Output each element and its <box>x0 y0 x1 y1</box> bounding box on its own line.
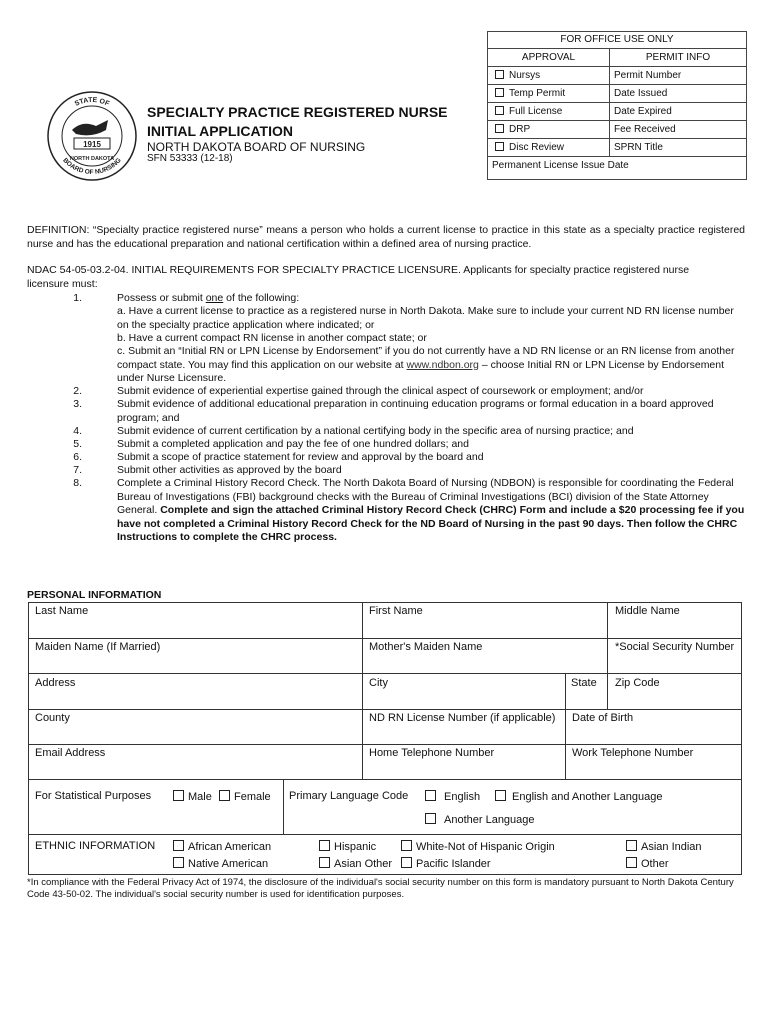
office-use-header: FOR OFFICE USE ONLY <box>488 32 746 49</box>
approval-header: APPROVAL <box>488 49 610 66</box>
req-item-2: Submit evidence of experiential expertise gained through the clinical aspect of coursework or employment; and/or <box>117 385 644 397</box>
req-number: 4. <box>73 425 82 437</box>
req-item-3: Submit evidence of additional educational preparation in continuing education programs or formal education in a board approved program; and <box>117 398 714 424</box>
req-number: 1. <box>73 292 82 304</box>
req-item-1b: b. Have a current compact RN license in another compact state; or <box>117 332 427 344</box>
permit-number: Permit Number <box>614 70 682 81</box>
approval-nursys[interactable] <box>488 67 610 84</box>
form-subtitle: INITIAL APPLICATION <box>147 123 293 139</box>
hispanic-checkbox[interactable] <box>319 840 376 853</box>
checkbox-icon <box>425 813 436 824</box>
pacific-islander-label: Pacific Islander <box>416 858 491 870</box>
date-issued: Date Issued <box>614 88 668 99</box>
req-item-4: Submit evidence of current certification by a national certifying body in the specific area of nursing practice; and <box>117 425 634 437</box>
ndbon-website-link[interactable]: www.ndbon.org <box>406 358 479 371</box>
asian-other-checkbox[interactable] <box>319 857 392 870</box>
req-number: 3. <box>73 398 82 410</box>
english-label: English <box>444 791 481 803</box>
approval-label: Nursys <box>509 70 541 81</box>
mothers-maiden-name-field[interactable]: Mother's Maiden Name <box>369 641 483 653</box>
checkbox-icon <box>173 790 184 801</box>
checkbox-icon <box>626 857 637 868</box>
city-field[interactable]: City <box>369 677 388 689</box>
checkbox-icon <box>495 106 504 115</box>
approval-label: Disc Review <box>509 142 565 153</box>
approval-drp[interactable] <box>488 121 610 138</box>
checkbox-icon <box>401 857 412 868</box>
req-number: 7. <box>73 464 82 476</box>
date-expired: Date Expired <box>614 106 672 117</box>
fee-received: Fee Received <box>614 124 676 135</box>
definition-paragraph: DEFINITION: “Specialty practice registered nurse” means a person who holds a current license to practice in this state as a specialty practice registered nurse and has the educational preparation and national certification within a defined area of nursing practice. <box>27 224 745 250</box>
req-number: 5. <box>73 438 82 450</box>
svg-text:STATE OF: STATE OF <box>73 96 111 108</box>
checkbox-icon <box>626 840 637 851</box>
statistical-purposes-label: For Statistical Purposes <box>35 790 152 802</box>
req-item-7: Submit other activities as approved by the board <box>117 464 342 476</box>
checkbox-icon <box>401 840 412 851</box>
another-language-label: Another Language <box>444 814 535 826</box>
permanent-license-date: Permanent License Issue Date <box>492 160 629 171</box>
checkbox-icon <box>319 840 330 851</box>
other-label: Other <box>641 858 669 870</box>
white-checkbox[interactable] <box>401 840 555 853</box>
svg-text:BOARD OF NURSING: BOARD OF NURSING <box>61 156 123 177</box>
address-field[interactable]: Address <box>35 677 76 689</box>
county-field[interactable]: County <box>35 712 70 724</box>
native-american-label: Native American <box>188 858 269 870</box>
permit-info-header: PERMIT INFO <box>645 52 711 63</box>
state-seal-logo <box>46 90 138 182</box>
another-language-checkbox[interactable] <box>425 813 535 826</box>
checkbox-icon <box>495 790 506 801</box>
other-checkbox[interactable] <box>626 857 669 870</box>
form-number: SFN 53333 (12-18) <box>147 153 233 164</box>
state-field[interactable]: State <box>571 677 597 689</box>
middle-name-field[interactable]: Middle Name <box>615 605 680 617</box>
female-label: Female <box>234 791 271 803</box>
english-checkbox[interactable] <box>425 790 480 803</box>
license-number-field[interactable]: ND RN License Number (if applicable) <box>369 712 556 724</box>
ethnic-info-label: ETHNIC INFORMATION <box>35 840 156 852</box>
req-item-6: Submit a scope of practice statement for review and approval by the board and <box>117 451 484 463</box>
personal-info-heading: PERSONAL INFORMATION <box>27 589 162 601</box>
checkbox-icon <box>173 840 184 851</box>
asian-indian-checkbox[interactable] <box>626 840 702 853</box>
checkbox-icon <box>495 124 504 133</box>
office-use-box <box>487 31 747 180</box>
approval-temp-permit[interactable] <box>488 85 610 102</box>
checkbox-icon <box>173 857 184 868</box>
checkbox-icon <box>319 857 330 868</box>
approval-label: Full License <box>509 106 563 117</box>
date-of-birth-field[interactable]: Date of Birth <box>572 712 634 724</box>
form-title: SPECIALTY PRACTICE REGISTERED NURSE <box>147 104 448 120</box>
req-item-1c: c. Submit an “Initial RN or LPN License by Endorsement” if you do not currently have a ND RN license or an RN license from another compact state. You may find this application on our website at www.ndbon.org – choose Initial RN or LPN License by Endorsement under Nurse Licensure. <box>117 345 735 384</box>
checkbox-icon <box>495 88 504 97</box>
male-label: Male <box>188 791 212 803</box>
approval-full-license[interactable] <box>488 103 610 120</box>
african-american-label: African American <box>188 841 272 853</box>
pacific-islander-checkbox[interactable] <box>401 857 491 870</box>
asian-other-label: Asian Other <box>334 858 393 870</box>
approval-disc-review[interactable] <box>488 139 610 156</box>
english-other-checkbox[interactable] <box>495 790 662 803</box>
ndac-paragraph: NDAC 54-05-03.2-04. INITIAL REQUIREMENTS FOR SPECIALTY PRACTICE LICENSURE. Applicants for specialty practice registered nurse <box>27 264 690 276</box>
female-checkbox[interactable] <box>219 790 271 803</box>
african-american-checkbox[interactable] <box>173 840 271 853</box>
svg-text:1915: 1915 <box>83 140 101 149</box>
req-number: 6. <box>73 451 82 463</box>
hispanic-label: Hispanic <box>334 841 377 853</box>
ndac-continuation: licensure must: <box>27 278 98 290</box>
req-item-5: Submit a completed application and pay the fee of one hundred dollars; and <box>117 438 469 450</box>
home-phone-field[interactable]: Home Telephone Number <box>369 747 495 759</box>
board-name: NORTH DAKOTA BOARD OF NURSING <box>147 140 366 154</box>
maiden-name-field[interactable]: Maiden Name (If Married) <box>35 641 161 653</box>
approval-label: DRP <box>509 124 531 135</box>
sprn-title: SPRN Title <box>614 142 663 153</box>
english-other-label: English and Another Language <box>512 791 663 803</box>
white-label: White-Not of Hispanic Origin <box>416 841 555 853</box>
personal-info-table <box>28 602 742 875</box>
primary-language-label: Primary Language Code <box>289 790 409 802</box>
last-name-field[interactable]: Last Name <box>35 605 89 617</box>
req-number: 8. <box>73 477 82 489</box>
checkbox-icon <box>219 790 230 801</box>
approval-label: Temp Permit <box>509 88 566 99</box>
req-number: 2. <box>73 385 82 397</box>
req-item-8: Complete a Criminal History Record Check. The North Dakota Board of Nursing (NDBON) is responsible for coordinating the Federal Bureau of Investigations (FBI) background checks with the Bureau of Criminal Investigations (BCI) division of the State Attorney General. Complete and sign the attached Criminal History Record Check (CHRC) Form and include a $20 processing fee if you have not completed a Criminal History Record Check for the ND Board of Nursing in the past 90 days. Then follow the CHRC Instructions to complete the CHRC process. <box>117 477 745 543</box>
male-checkbox[interactable] <box>173 790 212 803</box>
email-field[interactable]: Email Address <box>35 747 106 759</box>
zip-code-field[interactable]: Zip Code <box>615 677 660 689</box>
privacy-footnote: *In compliance with the Federal Privacy Act of 1974, the disclosure of the individual's social security number on this form is mandatory pursuant to North Dakota Century Code 43-50-02. The individual's social security number is used for identification purposes. <box>27 877 734 900</box>
checkbox-icon <box>425 790 436 801</box>
work-phone-field[interactable]: Work Telephone Number <box>572 747 694 759</box>
checkbox-icon <box>495 70 504 79</box>
first-name-field[interactable]: First Name <box>369 605 423 617</box>
asian-indian-label: Asian Indian <box>641 841 702 853</box>
ssn-field[interactable]: *Social Security Number <box>615 641 735 653</box>
req-item-1a: a. Have a current license to practice as a registered nurse in North Dakota. Make sure to include your current ND RN license number on the specialty practice application where indicated; or <box>117 305 734 331</box>
req-item-1: Possess or submit one of the following: <box>117 292 300 304</box>
svg-text:NORTH DAKOTA: NORTH DAKOTA <box>69 156 115 162</box>
native-american-checkbox[interactable] <box>173 857 268 870</box>
checkbox-icon <box>495 142 504 151</box>
